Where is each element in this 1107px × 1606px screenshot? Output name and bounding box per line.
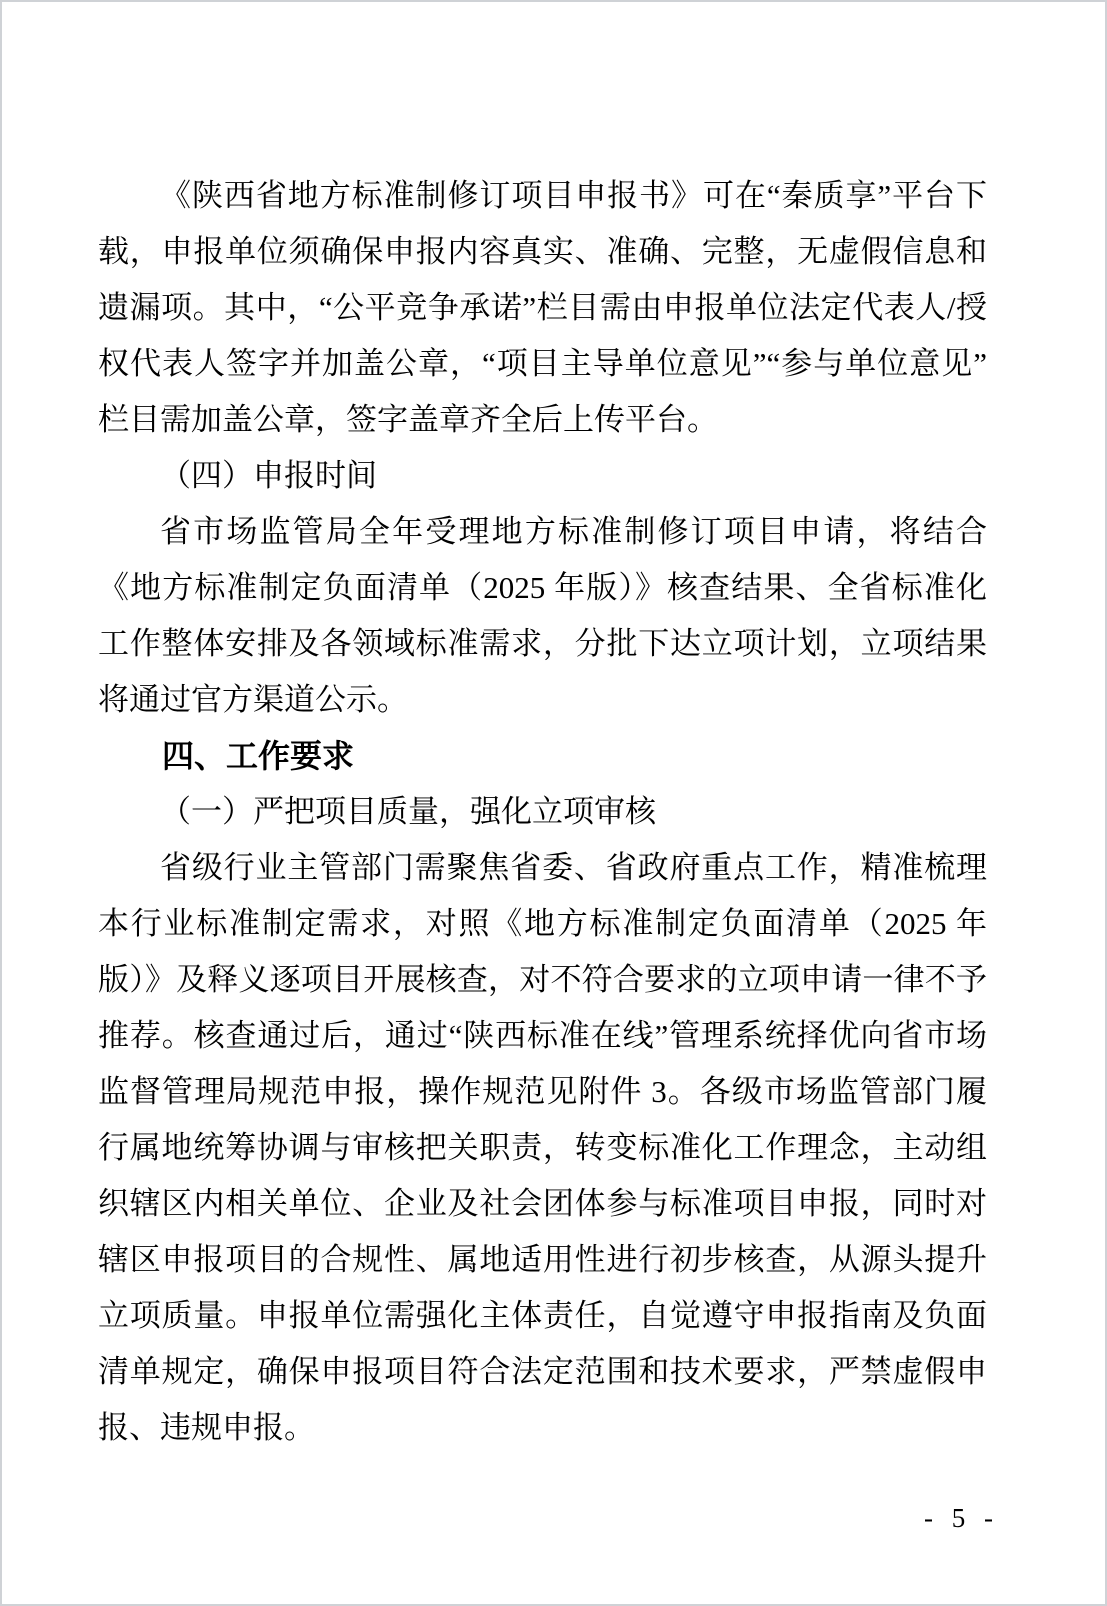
page-number: - 5 - [924, 1503, 999, 1533]
subheading-application-time: （四）申报时间 [160, 458, 377, 493]
paragraph-application-time-details: 省市场监管局全年受理地方标准制修订项目申请，将结合《地方标准制定负面清单（2025 年版）》核查结果、全省标准化工作整体安排及各领域标准需求，分批下达立项计划，立项结果将通过官方渠道公示。 [98, 514, 987, 717]
document-body [98, 168, 987, 1456]
section-heading-work-requirements: 四、工作要求 [162, 738, 355, 774]
paragraph-application-form-requirements: 《陕西省地方标准制修订项目申报书》可在“秦质享”平台下载，申报单位须确保申报内容真实、准确、完整，无虚假信息和遗漏项。其中，“公平竞争承诺”栏目需由申报单位法定代表人/授权代表人签字并加盖公章，“项目主导单位意见”“参与单位意见”栏目需加盖公章，签字盖章齐全后上传平台。 [98, 178, 987, 437]
paragraph-project-quality-details: 省级行业主管部门需聚焦省委、省政府重点工作，精准梳理本行业标准制定需求，对照《地方标准制定负面清单（2025 年版）》及释义逐项目开展核查，对不符合要求的立项申请一律不予推荐。核查通过后，通过“陕西标准在线”管理系统择优向省市场监督管理局规范申报，操作规范见附件 3。各级市场监管部门履行属地统筹协调与审核把关职责，转变标准化工作理念，主动组织辖区内相关单位、企业及社会团体参与标准项目申报，同时对辖区申报项目的合规性、属地适用性进行初步核查，从源头提升立项质量。申报单位需强化主体责任，自觉遵守申报指南及负面清单规定，确保申报项目符合法定范围和技术要求，严禁虚假申报、违规申报。 [98, 850, 988, 1445]
subheading-project-quality: （一）严把项目质量，强化立项审核 [160, 794, 656, 829]
